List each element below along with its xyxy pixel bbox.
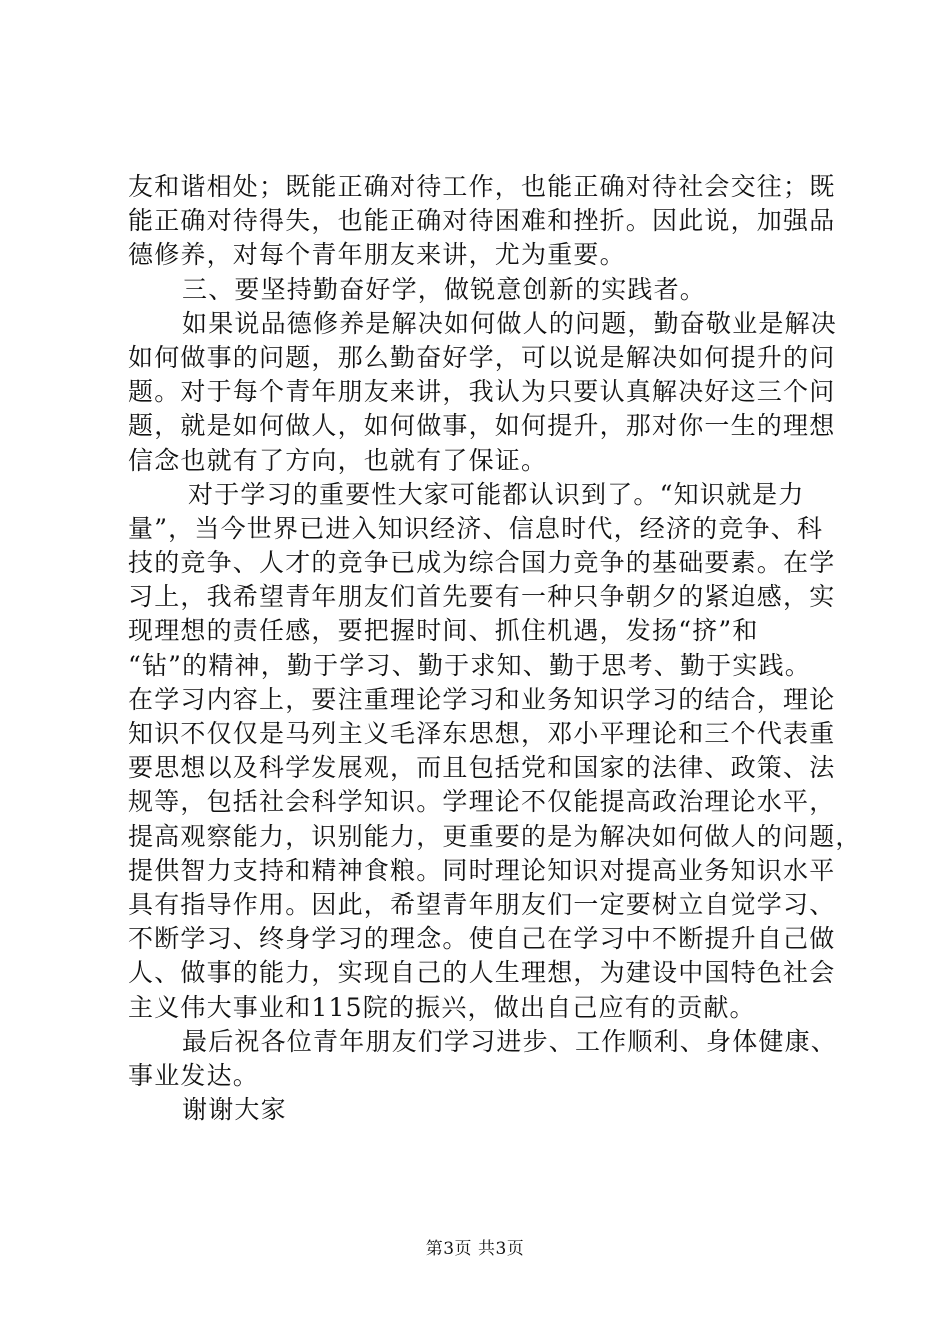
text-line: 规等，包括社会科学知识。学理论不仅能提高政治理论水平，: [128, 787, 836, 817]
text-line: 德修养，对每个青年朋友来讲，尤为重要。: [128, 240, 626, 270]
text-line: 现理想的责任感，要把握时间、抓住机遇，发扬“挤”和: [128, 616, 759, 646]
text-line: 能正确对待得失，也能正确对待困难和挫折。因此说，加强品: [128, 206, 836, 236]
text-line: 人、做事的能力，实现自己的人生理想，为建设中国特色社会: [128, 958, 836, 988]
text-line: 技的竞争、人才的竞争已成为综合国力竞争的基础要素。在学: [128, 548, 836, 578]
text-line: 题。对于每个青年朋友来讲，我认为只要认真解决好这三个问: [128, 377, 836, 407]
document-body: [128, 170, 862, 1127]
closing-line: 谢谢大家: [182, 1095, 287, 1125]
text-line: 在学习内容上，要注重理论学习和业务知识学习的结合，理论: [128, 684, 836, 714]
text-line: 如何做事的问题，那么勤奋好学，可以说是解决如何提升的问: [128, 342, 836, 372]
section-heading: 三、要坚持勤奋好学，做锐意创新的实践者。: [182, 274, 707, 304]
text-line: 要思想以及科学发展观，而且包括党和国家的法律、政策、法: [128, 753, 836, 783]
text-line: 量”，当今世界已进入知识经济、信息时代，经济的竞争、科: [128, 513, 824, 543]
text-line: 最后祝各位青年朋友们学习进步、工作顺利、身体健康、: [182, 1026, 838, 1056]
text-line: 信念也就有了方向，也就有了保证。: [128, 445, 548, 475]
text-line: 主义伟大事业和115院的振兴，做出自己应有的贡献。: [128, 992, 756, 1022]
text-line: 具有指导作用。因此，希望青年朋友们一定要树立自觉学习、: [128, 889, 836, 919]
text-line: 提供智力支持和精神食粮。同时理论知识对提高业务知识水平: [128, 855, 836, 885]
text-line: 友和谐相处；既能正确对待工作，也能正确对待社会交往；既: [128, 172, 836, 201]
page-footer: [0, 1238, 950, 1260]
page-number-label: 第3页 共3页: [425, 1239, 525, 1259]
text-line: 对于学习的重要性大家可能都认识到了。“知识就是力: [188, 479, 805, 509]
text-line: “钻”的精神，勤于学习、勤于求知、勤于思考、勤于实践。: [128, 650, 811, 680]
text-line: 知识不仅仅是马列主义毛泽东思想，邓小平理论和三个代表重: [128, 719, 836, 748]
text-line: 提高观察能力，识别能力，更重要的是为解决如何做人的问题，: [128, 821, 862, 851]
text-line: 不断学习、终身学习的理念。使自己在学习中不断提升自己做: [128, 924, 836, 954]
text-line: 事业发达。: [128, 1060, 260, 1090]
text-line: 习上，我希望青年朋友们首先要有一种只争朝夕的紧迫感，实: [128, 582, 836, 612]
text-line: 如果说品德修养是解决如何做人的问题，勤奋敬业是解决: [182, 308, 838, 338]
text-line: 题，就是如何做人，如何做事，如何提升，那对你一生的理想: [128, 411, 836, 441]
